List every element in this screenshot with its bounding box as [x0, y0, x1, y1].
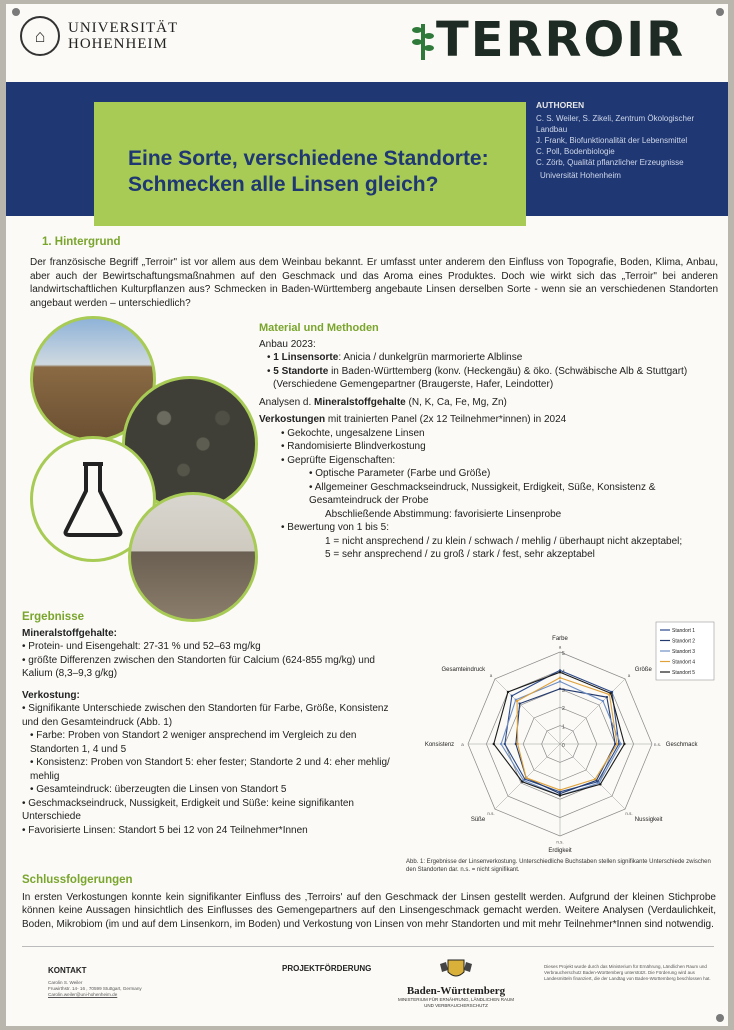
university-logo [20, 16, 178, 56]
result-r2: • Geschmackseindruck, Nussigkeit, Erdigkeit und Süße: keine signifikanten Unterschiede [22, 797, 354, 822]
methods-v4b: 5 = sehr ansprechend / zu groß / stark / fest, sehr akzeptabel [325, 549, 595, 560]
legend-label: Standort 1 [672, 628, 696, 634]
bw-name: Baden-Württemberg [406, 985, 506, 997]
methods-heading: Material und Methoden [259, 322, 379, 334]
coat-of-arms-icon [436, 958, 476, 980]
methods-anbau: Anbau 2023: [259, 338, 316, 350]
result-m2: • größte Differenzen zwischen den Standorten für Calcium (624-855 mg/kg) und Kalium (8,3–9,3 g/kg) [22, 654, 375, 679]
contact-heading: KONTAKT [48, 966, 87, 975]
verkostung-heading: Verkostung: [22, 689, 80, 701]
university-name-line2: HOHENHEIM [68, 36, 168, 52]
result-r1b: • Konsistenz: Proben von Standort 5: eher fester; Standorte 2 und 4: eher mehlig/ mehlig [30, 757, 390, 782]
methods-v4: • Bewertung von 1 bis 5: [281, 522, 390, 533]
authors-block [536, 100, 726, 181]
radar-axis-label: Gesamteindruck [441, 667, 486, 674]
radar-point [507, 691, 509, 693]
radar-point [559, 671, 561, 673]
radar-tick-label: 2 [562, 706, 565, 713]
contact-address: Fruwirthstr. 14- 16 , 70599 Stuttgart, Germany [48, 986, 142, 991]
contact-name: Carolin S. Weiler [48, 980, 83, 985]
authors-heading: AUTHOREN [536, 100, 585, 110]
contact-email[interactable]: Carolin.weiler@uni-hohenheim.de [48, 992, 118, 997]
conclusion-text: In ersten Verkostungen konnte kein signifikanter Einfluss des ‚Terroirs' auf den Geschmack der Linsen gestellt werden. Aufgrund der kleinen Stichprobe können keine Aussagen hinsichtlich des Einflusses des Gemengepartners auf den Linsengeschmack gemacht werden. Weitere Analysen (Verdaulichkeit, Boden, Mikrobiom (im und auf dem Linsenkorn, im Boden) und Verkostung von Linsen von mehr Standorten und mit mehr Teilnehmer*Innen sind notwendig. [22, 891, 716, 930]
methods-v3: • Geprüfte Eigenschaften: [281, 454, 396, 466]
methods-v3c: Abschließende Abstimmung: favorisierte Linsenprobe [325, 508, 562, 520]
contact-details [48, 980, 142, 998]
radar-point [493, 743, 495, 745]
radar-point [525, 777, 527, 779]
radar-point [500, 743, 502, 745]
background-heading: 1. Hintergrund [42, 236, 121, 248]
radar-point [516, 700, 518, 702]
results-heading: Ergebnisse [22, 611, 84, 623]
methods-v3b: • Allgemeiner Geschmackseindruck, Nussigkeit, Erdigkeit, Süße, Konsistenz & Gesamteindruck der Probe [309, 481, 656, 506]
radar-point [559, 680, 561, 682]
result-m1: • Protein- und Eisengehalt: 27-31 % und 52–63 mg/kg [22, 641, 261, 652]
result-r3: • Favorisierte Linsen: Standort 5 bei 12 von 24 Teilnehmer*Innen [22, 824, 308, 836]
methods-v4a: 1 = nicht ansprechend / zu klein / schwach / mehlig / überhaupt nicht akzeptabel; [325, 535, 683, 547]
radar-tick-label: 3 [562, 687, 565, 694]
methods-gemenge: (Verschiedene Gemengepartner (Braugerste, Hafer, Leindotter) [273, 379, 554, 390]
title-box [94, 102, 526, 226]
radar-point [516, 743, 518, 745]
radar-axis-label: Nussigkeit [634, 816, 663, 823]
figure-caption: Abb. 1: Ergebnisse der Linsenverkostung. Unterschiedliche Buchstaben stellen signifikante Unterschiede zwischen den Standorten dar. n.s. = nicht signifikant. [406, 859, 711, 873]
legend-label: Standort 4 [672, 659, 696, 666]
radar-significance-label: n.s. [487, 810, 495, 816]
poster [6, 4, 728, 1026]
plant-icon [410, 18, 436, 62]
radar-point [623, 743, 625, 745]
radar-axis-label: Geschmack [665, 742, 698, 748]
radar-point [616, 743, 618, 745]
methods-v1: • Gekochte, ungesalzene Linsen [281, 427, 425, 439]
author-line: C. Zörb, Qualität pflanzlicher Erzeugnisse [536, 158, 684, 167]
radar-point [518, 702, 520, 704]
author-line: J. Frank, Biofunktionalität der Lebensmittel [536, 136, 688, 145]
radar-point [559, 794, 561, 796]
funding-heading: PROJEKTFÖRDERUNG [282, 964, 372, 973]
radar-significance-label: a [627, 673, 631, 679]
radar-point [559, 688, 561, 690]
result-r1c: • Gesamteindruck: überzeugten die Linsen von Standort 5 [30, 784, 287, 795]
radar-series-line [494, 672, 625, 795]
radar-point [610, 692, 612, 694]
footer-divider [22, 946, 714, 947]
methods-section [259, 322, 719, 562]
funding-note: Dieses Projekt wurde durch das Ministerium für Ernährung, Ländlichen Raum und Verbraucherschutz Baden-Württemberg unterstützt. Die Förderung wird aus Landesmitteln finanziert, die der Landtag von Baden-Württemberg beschlossen hat. [544, 964, 711, 981]
author-line: C. Poll, Bodenbiologie [536, 147, 615, 156]
radar-point [559, 677, 561, 679]
tasting-panel-photo [128, 492, 258, 622]
methods-verkostung: Verkostungen mit trainierten Panel (2x 12 Teilnehmer*innen) in 2024 [259, 414, 567, 425]
conclusion-heading: Schlussfolgerungen [22, 874, 133, 886]
radar-significance-label: a [461, 742, 464, 747]
radar-point [521, 781, 523, 783]
radar-chart [410, 616, 720, 886]
radar-significance-label: n.s. [625, 810, 633, 816]
conclusion-section [22, 874, 716, 931]
background-text: Der französische Begriff „Terroir" ist vor allem aus dem Weinbau bekannt. Er umfasst unter anderem den Einfluss von Topografie, Boden, Klima, Anbau, aber auch der Bewirtschaftungsmaßnahmen auf den Geschmack und das Aroma eines Produktes. Doch wie wirkt sich das „Terroir" bei anderen landwirtschaftlichen Kulturpflanzen aus? Schmecken in Baden-Württemberg angebaute Linsen derselben Sorte - wenn sie an verschiedenen Standorten angebaut werden – unterschiedlich? [30, 257, 718, 309]
methods-analysen: Analysen d. Mineralstoffgehalte (N, K, Ca, Fe, Mg, Zn) [259, 396, 507, 408]
radar-tick-label: 4 [562, 669, 565, 676]
radar-point [620, 743, 622, 745]
radar-tick-label: 0 [562, 743, 565, 749]
pin [716, 8, 724, 16]
mineral-heading: Mineralstoffgehalte: [22, 627, 118, 639]
radar-axis-label: Größe [634, 667, 652, 674]
legend-label: Standort 2 [672, 638, 696, 645]
pin [12, 8, 20, 16]
legend-label: Standort 5 [672, 670, 696, 676]
methods-standorte: • 5 Standorte in Baden-Württemberg (konv. (Heckengäu) & öko. (Schwäbische Alb & Stuttgart) [267, 365, 688, 377]
methods-sorte: • 1 Linsensorte: Anicia / dunkelgrün marmorierte Alblinse [267, 352, 523, 363]
methods-v3a: • Optische Parameter (Farbe und Größe) [309, 468, 491, 479]
results-section [22, 611, 406, 837]
radar-point [511, 695, 513, 697]
radar-axis-label: Süße [470, 816, 486, 823]
result-r1a: • Farbe: Proben von Standort 2 weniger ansprechend im Vergleich zu den Standorten 1, 4 und 5 [30, 730, 357, 755]
university-seal-icon: ⌂ [20, 16, 60, 56]
radar-point [599, 783, 601, 785]
flask-icon [58, 459, 128, 539]
radar-tick-label: 1 [562, 724, 565, 731]
result-r1: • Signifikante Unterschiede zwischen den Standorten für Farbe, Größe, Konsistenz und den Gesamteindruck (Abb. 1) [22, 703, 389, 728]
radar-point [559, 789, 561, 791]
radar-axis-label: Erdigkeit [548, 847, 572, 854]
radar-significance-label: a [489, 673, 493, 679]
radar-point [602, 700, 604, 702]
pin [716, 1014, 724, 1022]
author-line: Universität Hohenheim [540, 171, 621, 180]
university-name-line1: UNIVERSITÄT [68, 20, 179, 36]
legend-label: Standort 3 [672, 649, 696, 655]
radar-point [606, 696, 608, 698]
title-line1: Eine Sorte, verschiedene Standorte: [128, 147, 489, 170]
terroir-wordmark: TERROIR [436, 12, 686, 68]
radar-axis-label: Konsistenz [424, 742, 455, 748]
bw-ministry-line1: MINISTERIUM FÜR ERNÄHRUNG, LÄNDLICHEN RAUM [397, 997, 514, 1002]
radar-significance-label: n.s. [556, 839, 564, 845]
radar-significance-label: n.s. [653, 742, 662, 747]
author-line: C. S. Weiler, S. Zikeli, Zentrum Ökologischer [536, 114, 695, 123]
bw-ministry-line2: UND VERBRAUCHERSCHUTZ [424, 1002, 488, 1008]
radar-tick-label: 5 [562, 651, 565, 657]
title-line2: Schmecken alle Linsen gleich? [128, 173, 439, 196]
radar-point [594, 778, 596, 780]
radar-significance-label: a [558, 644, 562, 650]
author-line: Landbau [536, 125, 568, 134]
radar-axis-label: Farbe [552, 636, 568, 643]
terroir-logo [410, 12, 686, 68]
methods-v2: • Randomisierte Blindverkostung [281, 441, 426, 452]
radar-point [504, 743, 506, 745]
bw-logo [396, 958, 516, 1008]
